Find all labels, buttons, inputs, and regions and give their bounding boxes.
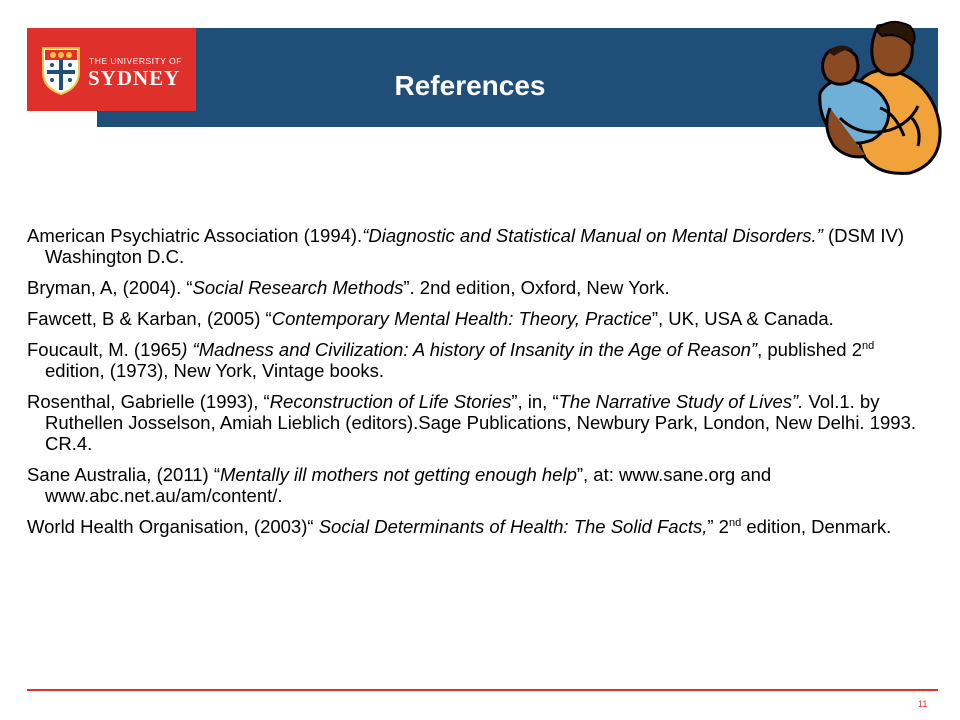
logo-text-sydney: SYDNEY bbox=[88, 66, 181, 90]
reference-item: Bryman, A, (2004). “Social Research Methods”. 2nd edition, Oxford, New York. bbox=[27, 277, 670, 298]
page-title: References bbox=[394, 70, 546, 101]
university-logo bbox=[27, 28, 196, 111]
reference-item: Foucault, M. (1965) “Madness and Civilization: A history of Insanity in the Age of Reason”, published 2nd edition, (1973), New York, Vintage books. bbox=[27, 339, 875, 381]
reference-list bbox=[27, 225, 932, 547]
reference-item: Fawcett, B & Karban, (2005) “Contemporary Mental Health: Theory, Practice”, UK, USA & Canada. bbox=[27, 308, 834, 329]
reference-item: Rosenthal, Gabrielle (1993), “Reconstruction of Life Stories”, in, “The Narrative Study of Lives”. Vol.1. by Ruthellen Josselson, Amiah Lieblich (editors).Sage Publications, Newbury Park, London, New Delhi. 1993. CR.4. bbox=[27, 391, 916, 454]
logo-text-university-of: THE UNIVERSITY OF bbox=[89, 56, 182, 66]
reference-item: American Psychiatric Association (1994).“Diagnostic and Statistical Manual on Mental Disorders.” (DSM IV) Washington D.C. bbox=[27, 225, 905, 267]
reference-item: Sane Australia, (2011) “Mentally ill mothers not getting enough help”, at: www.sane.org and www.abc.net.au/am/content/. bbox=[27, 464, 772, 506]
page-number: 11 bbox=[918, 699, 928, 709]
mother-and-child-clipart bbox=[800, 18, 950, 176]
university-crest-icon bbox=[41, 44, 81, 96]
footer-divider bbox=[27, 689, 938, 691]
reference-item: World Health Organisation, (2003)“ Social Determinants of Health: The Solid Facts,” 2nd edition, Denmark. bbox=[27, 516, 892, 537]
